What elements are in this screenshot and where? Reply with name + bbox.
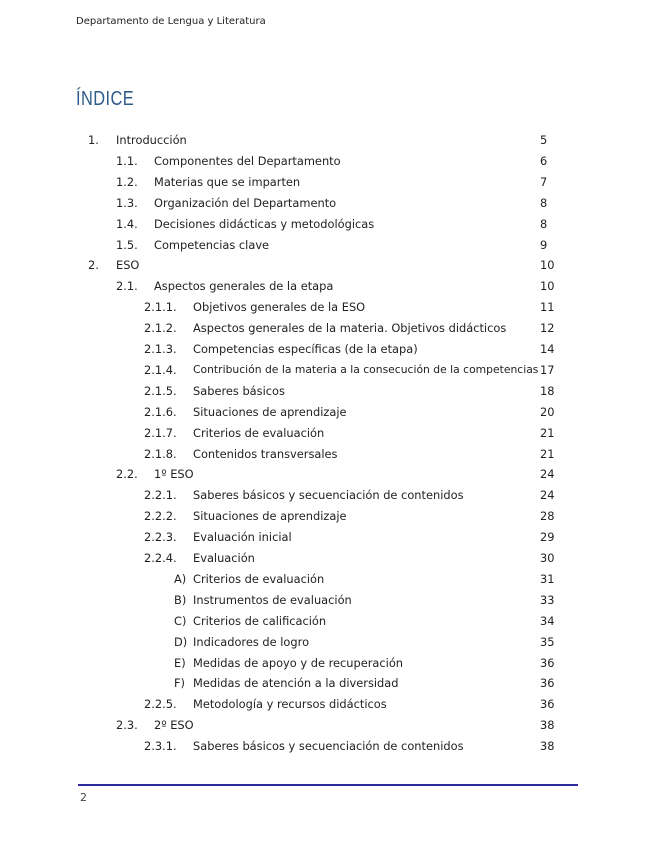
toc-entry[interactable] (0, 217, 655, 237)
toc-entry[interactable] (0, 300, 655, 320)
toc-entry[interactable] (0, 509, 655, 529)
toc-entry-label: Situaciones de aprendizaje (193, 404, 347, 419)
toc-entry-label: Competencias clave (154, 237, 270, 252)
toc-entry-label: Situaciones de aprendizaje (193, 509, 347, 524)
toc-entry-number: 1.3. (116, 195, 138, 210)
toc-entry-page: 24 (540, 488, 555, 503)
toc-entry[interactable] (0, 426, 655, 446)
toc-entry-page: 9 (540, 237, 548, 252)
toc-entry-number: 2.2. (116, 467, 138, 482)
toc-entry-number: 2.1.5. (144, 383, 177, 398)
toc-entry-page: 12 (540, 321, 555, 336)
toc-entry-number: 2.1.7. (144, 425, 177, 440)
toc-entry-number: 2.1.1. (144, 300, 177, 315)
toc-entry-number: 2.2.1. (144, 488, 177, 503)
toc-entry-number: B) (174, 592, 187, 607)
toc-entry-number: D) (174, 634, 188, 649)
toc-entry-number: E) (174, 655, 186, 670)
toc-entry[interactable] (0, 405, 655, 425)
toc-entry[interactable] (0, 384, 655, 404)
toc-entry-page: 17 (540, 362, 555, 377)
toc-entry-number: 2.1.3. (144, 342, 177, 356)
toc-entry-number: 2.2.2. (144, 509, 177, 524)
toc-entry-page: 34 (540, 613, 555, 628)
toc-entry-page: 7 (540, 174, 548, 189)
toc-entry-label: Aspectos generales de la materia. Objetivos didácticos (193, 321, 507, 336)
toc-entry-label: Saberes básicos y secuenciación de contenidos (193, 739, 464, 754)
toc-entry-number: 2. (88, 258, 99, 273)
toc-entry[interactable] (0, 530, 655, 550)
toc-entry-number: 2.3. (116, 718, 138, 733)
toc-entry[interactable] (0, 718, 655, 738)
toc-entry-label: ESO (116, 258, 140, 273)
toc-entry-page: 21 (540, 425, 555, 440)
toc-entry-number: 2.1.6. (144, 404, 177, 419)
toc-entry[interactable] (0, 467, 655, 487)
toc-entry-page: 14 (540, 342, 555, 356)
toc-entry[interactable] (0, 572, 655, 592)
toc-entry-number: F) (174, 676, 185, 691)
toc-entry[interactable] (0, 175, 655, 195)
toc-entry-number: 2.1.4. (144, 362, 177, 377)
toc-entry-page: 36 (540, 697, 555, 712)
toc-entry-label: Aspectos generales de la etapa (154, 279, 334, 294)
toc-entry-page: 31 (540, 571, 555, 586)
toc-entry-page: 11 (540, 300, 555, 315)
toc-entry-number: 1.5. (116, 237, 138, 252)
toc-entry-page: 24 (540, 467, 555, 482)
toc-entry[interactable] (0, 342, 655, 362)
toc-entry[interactable] (0, 196, 655, 216)
toc-entry-label: Introducción (116, 133, 187, 147)
toc-entry-label: Medidas de apoyo y de recuperación (193, 655, 404, 670)
toc-entry-label: 1º ESO (154, 467, 194, 482)
toc-entry[interactable] (0, 635, 655, 655)
toc-entry-number: 2.2.4. (144, 551, 177, 565)
toc-entry-page: 38 (540, 718, 555, 733)
toc-entry-label: Organización del Departamento (154, 195, 337, 210)
toc-entry-number: 1.4. (116, 216, 138, 231)
toc-entry[interactable] (0, 258, 655, 278)
toc-entry-page: 33 (540, 592, 555, 607)
toc-entry-page: 36 (540, 676, 555, 691)
toc-entry-label: Saberes básicos (193, 383, 285, 398)
toc-entry-label: Metodología y recursos didácticos (193, 697, 387, 712)
toc-entry[interactable] (0, 321, 655, 341)
toc-entry-page: 30 (540, 551, 555, 565)
toc-entry-label: Contribución de la materia a la consecución de la competencias (193, 362, 539, 376)
toc-entry-page: 38 (540, 739, 555, 754)
toc-entry-label: Objetivos generales de la ESO (193, 300, 366, 315)
toc-entry[interactable] (0, 363, 655, 383)
toc-entry-page: 8 (540, 216, 548, 231)
toc-entry-page: 35 (540, 634, 555, 649)
toc-entry-number: 2.1.8. (144, 446, 177, 461)
toc-entry-number: 2.1. (116, 279, 138, 294)
toc-entry-label: Criterios de evaluación (193, 425, 325, 440)
toc-entry-page: 36 (540, 655, 555, 670)
toc-entry-label: Saberes básicos y secuenciación de contenidos (193, 488, 464, 503)
toc-entry-number: 1.2. (116, 174, 138, 189)
footer-rule (78, 784, 578, 786)
toc-entry-number: 2.3.1. (144, 739, 177, 754)
toc-entry-number: 1. (88, 133, 99, 147)
toc-entry-number: A) (174, 571, 187, 586)
toc-entry-number: C) (174, 613, 187, 628)
toc-entry-label: Indicadores de logro (193, 634, 310, 649)
toc-entry-page: 18 (540, 383, 555, 398)
page-number: 2 (80, 791, 87, 804)
toc-entry-label: Componentes del Departamento (154, 153, 341, 168)
toc-entry-label: Competencias específicas (de la etapa) (193, 342, 418, 356)
toc-entry-label: Medidas de atención a la diversidad (193, 676, 399, 691)
toc-entry-page: 8 (540, 195, 548, 210)
toc-entry-page: 10 (540, 279, 555, 294)
toc-entry-label: Evaluación (193, 551, 255, 565)
toc-entry-page: 29 (540, 530, 555, 545)
toc-entry[interactable] (0, 676, 655, 696)
toc-entry[interactable] (0, 739, 655, 759)
toc-entry-label: Evaluación inicial (193, 530, 292, 545)
toc-entry-page: 20 (540, 404, 555, 419)
toc-entry[interactable] (0, 238, 655, 258)
running-header: Departamento de Lengua y Literatura (76, 16, 266, 27)
toc-entry-page: 6 (540, 153, 548, 168)
toc-entry[interactable] (0, 614, 655, 634)
toc-entry-number: 1.1. (116, 153, 138, 168)
toc-entry[interactable] (0, 488, 655, 508)
toc-entry[interactable] (0, 593, 655, 613)
page-title: ÍNDICE (76, 88, 135, 110)
toc-entry-page: 5 (540, 133, 548, 147)
toc-entry-number: 2.2.3. (144, 530, 177, 545)
toc-entry[interactable] (0, 133, 655, 153)
toc-entry-number: 2.2.5. (144, 697, 177, 712)
toc-entry-label: Criterios de calificación (193, 613, 327, 628)
toc-entry-number: 2.1.2. (144, 321, 177, 336)
toc-entry-page: 28 (540, 509, 555, 524)
toc-entry[interactable] (0, 279, 655, 299)
toc-entry-label: 2º ESO (154, 718, 194, 733)
toc-entry-label: Materias que se imparten (154, 174, 301, 189)
toc-entry-label: Instrumentos de evaluación (193, 592, 352, 607)
toc-entry[interactable] (0, 154, 655, 174)
toc-entry-page: 10 (540, 258, 555, 273)
toc-entry[interactable] (0, 447, 655, 467)
toc-entry-label: Decisiones didácticas y metodológicas (154, 216, 375, 231)
toc-entry-page: 21 (540, 446, 555, 461)
toc-entry-label: Criterios de evaluación (193, 571, 325, 586)
toc-entry[interactable] (0, 656, 655, 676)
toc-entry[interactable] (0, 551, 655, 571)
toc-entry[interactable] (0, 697, 655, 717)
toc-entry-label: Contenidos transversales (193, 446, 338, 461)
